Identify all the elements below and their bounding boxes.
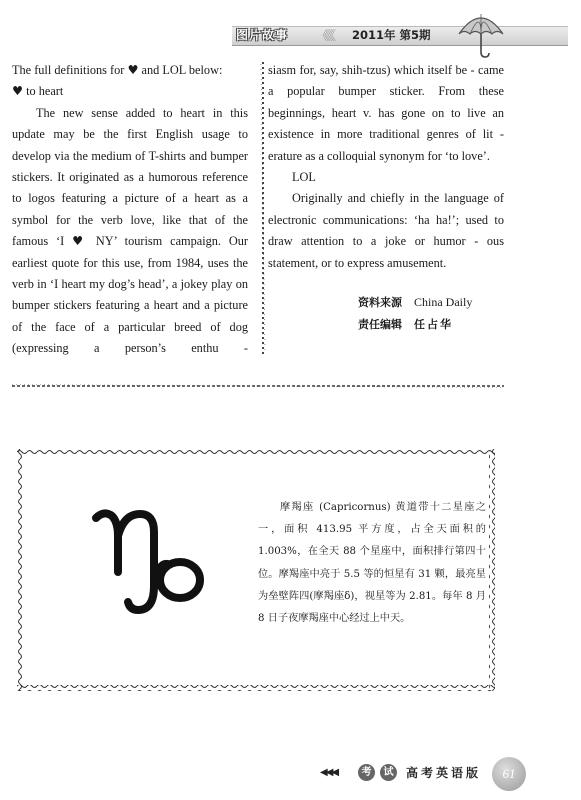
source-value: China Daily [414,295,473,309]
heart-headword: ♥ to heart [12,84,64,99]
source-label: 资料来源 [358,296,402,309]
editor-credit [358,316,453,332]
heart-icon: ♥ [12,84,24,99]
editor-label: 责任编辑 [358,318,402,331]
heart-paragraph-continued: siasm for, say, shih-tzus) which itself be - came a popular bumper sticker. From these beginnings, heart v. has gone on to live an existence in more traditional genres of lit - erature as a colloquial synonym for ‘to love’. [268,63,504,163]
section-title: 图片故事 [236,28,289,42]
right-column [268,60,504,274]
arrow-left-icons: ◀◀◀ [320,767,338,778]
column-divider [258,62,268,354]
section-separator [12,382,504,390]
page-header [0,22,581,48]
source-credit [358,294,472,310]
issue-label: 2011年 第5期 [352,28,431,42]
lol-heading: LOL [292,170,316,185]
capricornus-text [258,497,486,630]
left-column [12,60,248,360]
definitions-intro: The full definitions for ♥ and LOL below: [12,63,223,77]
page-footer [320,763,560,789]
heart-icon: ♥ [72,234,88,249]
magazine-name: 高考英语版 [406,766,482,780]
capricornus-paragraph: 摩羯座 (Capricornus) 黄道带十二星座之一，面积 413.95 平方度，占全天面积的 1.003%，在全天 88 个星座中，面积排行第四十位。摩羯座中亮于 5.5 等的恒星有 31 颗，最亮星为垒壁阵四(摩羯座δ)，视星等为 2.81。每年 8 月 8 日子夜摩羯座中心经过上中天。 [258,502,486,625]
heart-icon: ♥ [127,63,139,77]
capricorn-symbol-icon [88,502,216,620]
chevron-icons: 《《《 [316,29,334,44]
umbrella-icon [456,8,506,60]
lol-paragraph: Originally and chiefly in the language of electronic communications: ‘ha ha!’; used to draw attention to a joke or humor - ous statement, or to express amusement. [268,191,504,270]
editor-value: 任占华 [414,318,453,331]
footer-badge: 试 [380,764,397,781]
page-number: 61 [492,757,526,791]
heart-paragraph: The new sense added to heart in this update may be the first English usage to develop via the medium of T-shirts and bumper stickers. It originated as a humorous reference to logos featuring a picture of a heart as a symbol for the verb love, like that of the famous ‘I ♥ NY’ tourism campaign. Our earliest quote for this use, from 1984, uses the verb in ‘I heart my dog’s head’, a jokey play on bumper stickers featuring a heart and a picture of the face of a particular breed of dog (expressing a person’s enthu - [12,105,248,356]
footer-badge: 考 [358,764,375,781]
